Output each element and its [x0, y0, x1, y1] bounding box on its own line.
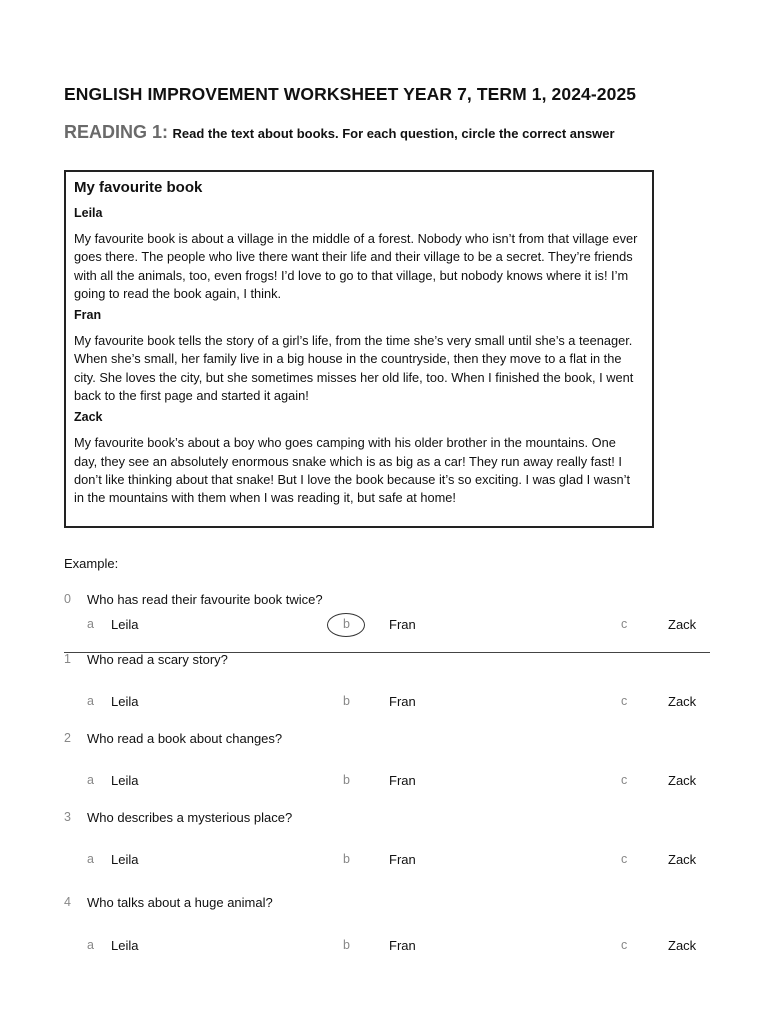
- option-a-letter: a: [87, 773, 94, 787]
- question-text: Who describes a mysterious place?: [87, 810, 293, 825]
- option-a-letter: a: [87, 617, 94, 631]
- option-a-letter: a: [87, 852, 94, 866]
- option-a-text[interactable]: Leila: [111, 694, 139, 709]
- question-number: 1: [64, 652, 71, 666]
- question-1: [64, 652, 710, 712]
- option-b-text[interactable]: Fran: [389, 694, 416, 709]
- option-c-text[interactable]: Zack: [668, 938, 697, 953]
- question-number: 0: [64, 592, 71, 606]
- person-text-zack: My favourite book’s about a boy who goes camping with his older brother in the mountains. One day, they see an absolutely enormous snake which is as big as a car! They run away really fast! I don’t like thinking about that snake! But I love the book because it’s so exciting. I was glad I wasn’t in the mountains with them when I was reading it, but safe at home!: [74, 435, 631, 506]
- option-c-letter: c: [621, 938, 628, 952]
- person-name-zack: Zack: [74, 410, 103, 425]
- option-a-text[interactable]: Leila: [111, 617, 139, 632]
- section-label: READING 1:: [64, 122, 169, 142]
- question-0: [64, 592, 710, 642]
- option-a-text[interactable]: Leila: [111, 938, 139, 953]
- question-text: Who has read their favourite book twice?: [87, 592, 323, 607]
- question-2: [64, 731, 710, 791]
- option-a-text[interactable]: Leila: [111, 773, 139, 788]
- person-text-fran: My favourite book tells the story of a girl’s life, from the time she’s very small until she’s a teenager. When she’s small, her family live in a big house in the countryside, then they move to a flat in the city. She loves the city, but she sometimes misses her old life, too. When I finished the book, I went back to the first page and started it again!: [74, 333, 634, 404]
- option-c-text[interactable]: Zack: [668, 694, 697, 709]
- page-title: ENGLISH IMPROVEMENT WORKSHEET YEAR 7, TERM 1, 2024-2025: [64, 84, 637, 104]
- question-number: 4: [64, 895, 71, 909]
- option-b-text[interactable]: Fran: [389, 938, 416, 953]
- person-name-fran: Fran: [74, 308, 102, 323]
- option-c-text[interactable]: Zack: [668, 617, 697, 632]
- question-4: [64, 895, 710, 955]
- example-label: Example:: [64, 556, 119, 571]
- option-b-letter: b: [343, 852, 350, 866]
- option-c-letter: c: [621, 773, 628, 787]
- question-number: 2: [64, 731, 71, 745]
- question-3: [64, 810, 710, 870]
- option-a-text[interactable]: Leila: [111, 852, 139, 867]
- option-c-letter: c: [621, 617, 628, 631]
- option-b-letter: b: [343, 938, 350, 952]
- option-c-text[interactable]: Zack: [668, 852, 697, 867]
- option-b-text[interactable]: Fran: [389, 617, 416, 632]
- section-header: [64, 122, 615, 143]
- option-b-letter: b: [343, 773, 350, 787]
- question-number: 3: [64, 810, 71, 824]
- person-name-leila: Leila: [74, 206, 103, 220]
- option-c-letter: c: [621, 852, 628, 866]
- option-c-letter: c: [621, 694, 628, 708]
- option-b-letter: b: [343, 617, 350, 631]
- option-b-letter: b: [343, 694, 350, 708]
- option-a-letter: a: [87, 694, 94, 708]
- reading-text-box: [64, 170, 654, 528]
- option-c-text[interactable]: Zack: [668, 773, 697, 788]
- person-text-leila: My favourite book is about a village in the middle of a forest. Nobody who isn’t from that village ever goes there. The people who live there want their life and their village to be a secret. They’re friends with all the animals, too, even frogs! I’d love to go to that village, but nobody knows where it is! I’m going to read the book again, I think.: [74, 231, 638, 301]
- option-a-letter: a: [87, 938, 94, 952]
- option-b-text[interactable]: Fran: [389, 852, 416, 867]
- text-box-title: My favourite book: [74, 179, 203, 196]
- question-text: Who read a book about changes?: [87, 731, 283, 746]
- option-b-text[interactable]: Fran: [389, 773, 416, 788]
- section-instruction: Read the text about books. For each question, circle the correct answer: [172, 126, 615, 141]
- question-text: Who read a scary story?: [87, 652, 228, 667]
- question-text: Who talks about a huge animal?: [87, 895, 273, 910]
